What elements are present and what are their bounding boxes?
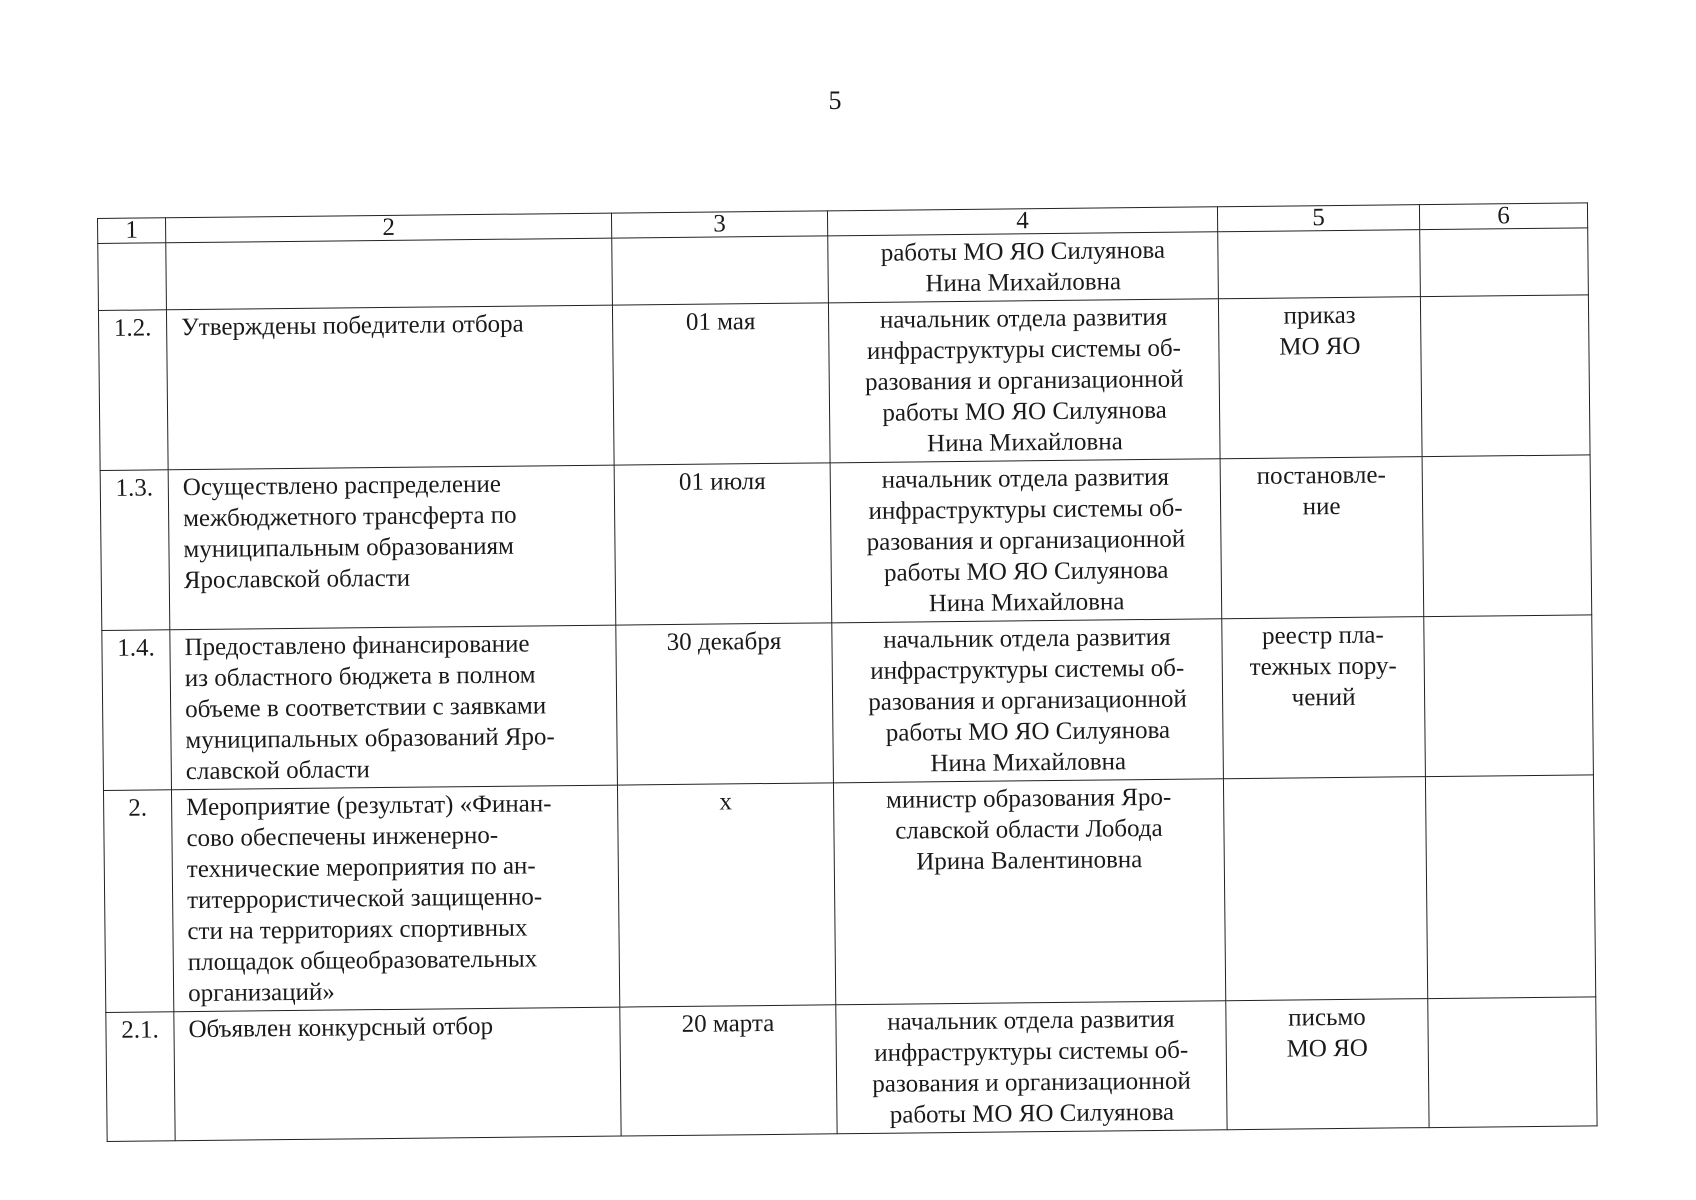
cell-document: приказ МО ЯО: [1218, 297, 1422, 459]
cell-date: 01 июля: [614, 463, 832, 625]
header-col-3: 3: [611, 211, 827, 238]
cell-note: [1428, 997, 1597, 1128]
cell-name: [166, 238, 613, 310]
header-col-6: 6: [1419, 203, 1587, 230]
table-row: [103, 775, 1595, 1013]
cell-responsible: начальник отдела развития инфраструктуры системы об- разования и организационной работы МО ЯО Силуянова Нина Михайловна: [828, 299, 1220, 463]
cell-note: [1424, 615, 1594, 777]
cell-name: Предоставлено финансирование из областного бюджета в полном объеме в соответствии с заявками муниципальных образований Яро- славской области: [170, 625, 618, 790]
cell-num: 2.1.: [106, 1012, 175, 1142]
table-row: [102, 615, 1594, 791]
cell-num: 1.2.: [98, 310, 168, 471]
table-row: [100, 455, 1592, 631]
cell-document: реестр пла- тежных пору- чений: [1222, 617, 1426, 779]
cell-num: 1.3.: [100, 470, 170, 631]
cell-document: [1218, 230, 1421, 299]
cell-num: 1.4.: [102, 630, 172, 791]
header-col-2: 2: [166, 213, 612, 243]
cell-date: [612, 236, 829, 305]
header-col-5: 5: [1217, 205, 1419, 232]
cell-date: 01 мая: [612, 303, 830, 465]
header-col-4: 4: [827, 207, 1217, 236]
cell-responsible: начальник отдела развития инфраструктуры системы об- разования и организационной работы МО ЯО Силуянова Нина Михайловна: [832, 619, 1224, 783]
cell-responsible: работы МО ЯО Силуянова Нина Михайловна: [828, 232, 1219, 303]
cell-name: Объявлен конкурсный отбор: [174, 1007, 621, 1141]
cell-responsible: министр образования Яро- славской области Лобода Ирина Валентиновна: [833, 779, 1225, 1005]
cell-document: постановле- ние: [1220, 457, 1424, 619]
table-row: [106, 997, 1597, 1142]
cell-num: [98, 243, 167, 311]
cell-date: х: [617, 783, 835, 1007]
cell-date: 30 декабря: [616, 623, 834, 785]
cell-note: [1425, 775, 1595, 999]
cell-name: Осуществлено распределение межбюджетного трансферта по муниципальным образованиям Ярославской области: [168, 465, 616, 630]
header-col-1: 1: [98, 218, 166, 244]
table-row: [98, 295, 1590, 471]
cell-num: 2.: [103, 790, 173, 1013]
plan-table: [97, 202, 1598, 1142]
cell-note: [1420, 295, 1590, 457]
cell-note: [1422, 455, 1592, 617]
page-number: 5: [828, 86, 842, 115]
cell-responsible: начальник отдела развития инфраструктуры системы об- разования и организационной работы МО ЯО Силуянова Нина Михайловна: [830, 459, 1222, 623]
cell-date: 20 марта: [620, 1005, 837, 1136]
cell-responsible: начальник отдела развития инфраструктуры системы об- разования и организационной работы МО ЯО Силуянова: [836, 1001, 1227, 1134]
cell-note: [1420, 228, 1589, 297]
cell-document: письмо МО ЯО: [1226, 999, 1429, 1130]
cell-name: Мероприятие (результат) «Финан- сово обеспечены инженерно- технические мероприятия по ан- титеррористической защищенно- сти на территориях спортивных площадок общеобразовательных организаций»: [171, 785, 619, 1012]
cell-name: Утверждены победители отбора: [166, 305, 614, 470]
cell-document: [1223, 777, 1427, 1001]
